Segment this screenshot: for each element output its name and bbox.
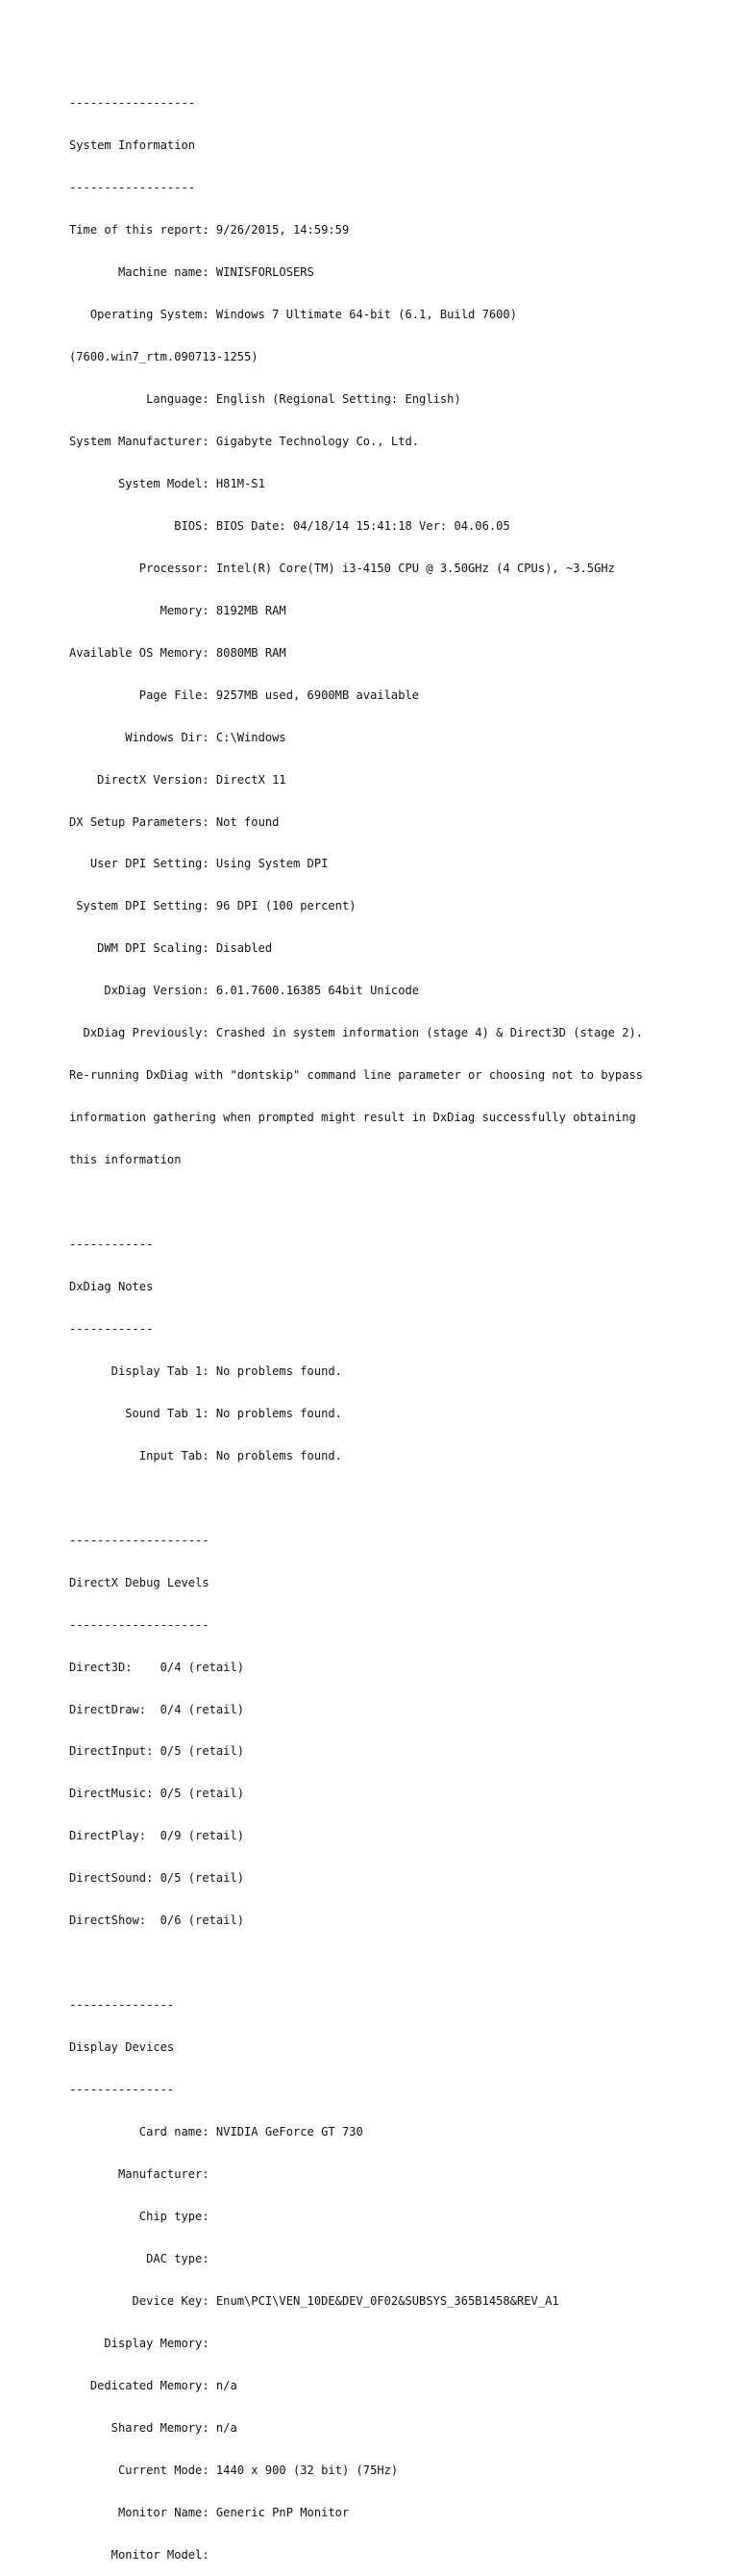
section-heading-dxdiag-notes: DxDiag Notes [69, 1280, 154, 1293]
manufacturer-line: Manufacturer: [69, 2167, 209, 2182]
dx-setup-parameters-line: DX Setup Parameters: Not found [69, 814, 280, 829]
device-key-line: Device Key: Enum\PCI\VEN_10DE&DEV_0F02&SUBSYS_365B1458&REV_A1 [69, 2293, 559, 2308]
section-rule: -------------------- [69, 1533, 209, 1547]
section-rule: ------------------ [69, 96, 196, 111]
dxdiag-note-line: information gathering when prompted might result in DxDiag successfully obtaining [69, 1111, 636, 1125]
windows-dir-line: Windows Dir: C:\Windows [69, 730, 286, 744]
processor-line: Processor: Intel(R) Core(TM) i3-4150 CPU @ 3.50GHz (4 CPUs), ~3.5GHz [69, 561, 615, 575]
monitor-name-line: Monitor Name: Generic PnP Monitor [69, 2505, 350, 2519]
dxdiag-previously-line: DxDiag Previously: Crashed in system information (stage 4) & Direct3D (stage 2). [69, 1026, 644, 1040]
section-rule: ------------------ [69, 181, 196, 195]
system-dpi-line: System DPI Setting: 96 DPI (100 percent) [69, 899, 357, 913]
debug-level-directinput: DirectInput: 0/5 (retail) [69, 1744, 245, 1759]
available-memory-line: Available OS Memory: 8080MB RAM [69, 645, 286, 660]
dxdiag-version-line: DxDiag Version: 6.01.7600.16385 64bit Unicode [69, 984, 420, 998]
current-mode-line: Current Mode: 1440 x 900 (32 bit) (75Hz) [69, 2463, 399, 2477]
dxdiag-note-line: this information [69, 1153, 182, 1167]
section-heading-system-information: System Information [69, 138, 196, 153]
display-tab-line: Display Tab 1: No problems found. [69, 1363, 342, 1378]
section-heading-display-devices: Display Devices [69, 2040, 175, 2055]
user-dpi-line: User DPI Setting: Using System DPI [69, 857, 329, 871]
debug-level-directsound: DirectSound: 0/5 (retail) [69, 1871, 245, 1886]
dxdiag-report-text [69, 68, 643, 2576]
blank-line [69, 1956, 643, 1970]
bios-line: BIOS: BIOS Date: 04/18/14 15:41:18 Ver: 04.06.05 [69, 518, 510, 533]
section-rule: --------------- [69, 2083, 175, 2097]
dac-type-line: DAC type: [69, 2251, 209, 2265]
section-rule: --------------- [69, 1998, 175, 2013]
shared-memory-line: Shared Memory: n/a [69, 2420, 237, 2435]
debug-level-directdraw: DirectDraw: 0/4 (retail) [69, 1702, 245, 1716]
debug-level-direct3d: Direct3D: 0/4 (retail) [69, 1660, 245, 1674]
machine-name-line: Machine name: WINISFORLOSERS [69, 265, 314, 280]
input-tab-line: Input Tab: No problems found. [69, 1448, 342, 1463]
section-heading-directx-debug-levels: DirectX Debug Levels [69, 1575, 209, 1589]
system-model-line: System Model: H81M-S1 [69, 476, 265, 490]
blank-line [69, 1491, 643, 1506]
dwm-dpi-scaling-line: DWM DPI Scaling: Disabled [69, 941, 273, 956]
card-name-line: Card name: NVIDIA GeForce GT 730 [69, 2125, 363, 2139]
dedicated-memory-line: Dedicated Memory: n/a [69, 2378, 237, 2392]
chip-type-line: Chip type: [69, 2209, 209, 2223]
directx-version-line: DirectX Version: DirectX 11 [69, 772, 286, 787]
dxdiag-note-line: Re-running DxDiag with "dontskip" command line parameter or choosing not to bypass [69, 1068, 644, 1083]
operating-system-line: Operating System: Windows 7 Ultimate 64-bit (6.1, Build 7600) [69, 308, 517, 322]
system-manufacturer-line: System Manufacturer: Gigabyte Technology Co., Ltd. [69, 434, 420, 448]
report-time-line: Time of this report: 9/26/2015, 14:59:59 [69, 223, 350, 238]
language-line: Language: English (Regional Setting: English) [69, 391, 461, 406]
memory-line: Memory: 8192MB RAM [69, 603, 286, 617]
blank-line [69, 1195, 643, 1210]
page-file-line: Page File: 9257MB used, 6900MB available [69, 688, 420, 702]
display-memory-line: Display Memory: [69, 2336, 209, 2350]
section-rule: -------------------- [69, 1617, 209, 1632]
debug-level-directshow: DirectShow: 0/6 (retail) [69, 1913, 245, 1928]
section-rule: ------------ [69, 1238, 154, 1252]
sound-tab-line: Sound Tab 1: No problems found. [69, 1406, 342, 1420]
operating-system-build-line: (7600.win7_rtm.090713-1255) [69, 350, 258, 364]
debug-level-directmusic: DirectMusic: 0/5 (retail) [69, 1787, 245, 1801]
debug-level-directplay: DirectPlay: 0/9 (retail) [69, 1829, 245, 1843]
monitor-model-line: Monitor Model: [69, 2547, 209, 2562]
section-rule: ------------ [69, 1321, 154, 1336]
